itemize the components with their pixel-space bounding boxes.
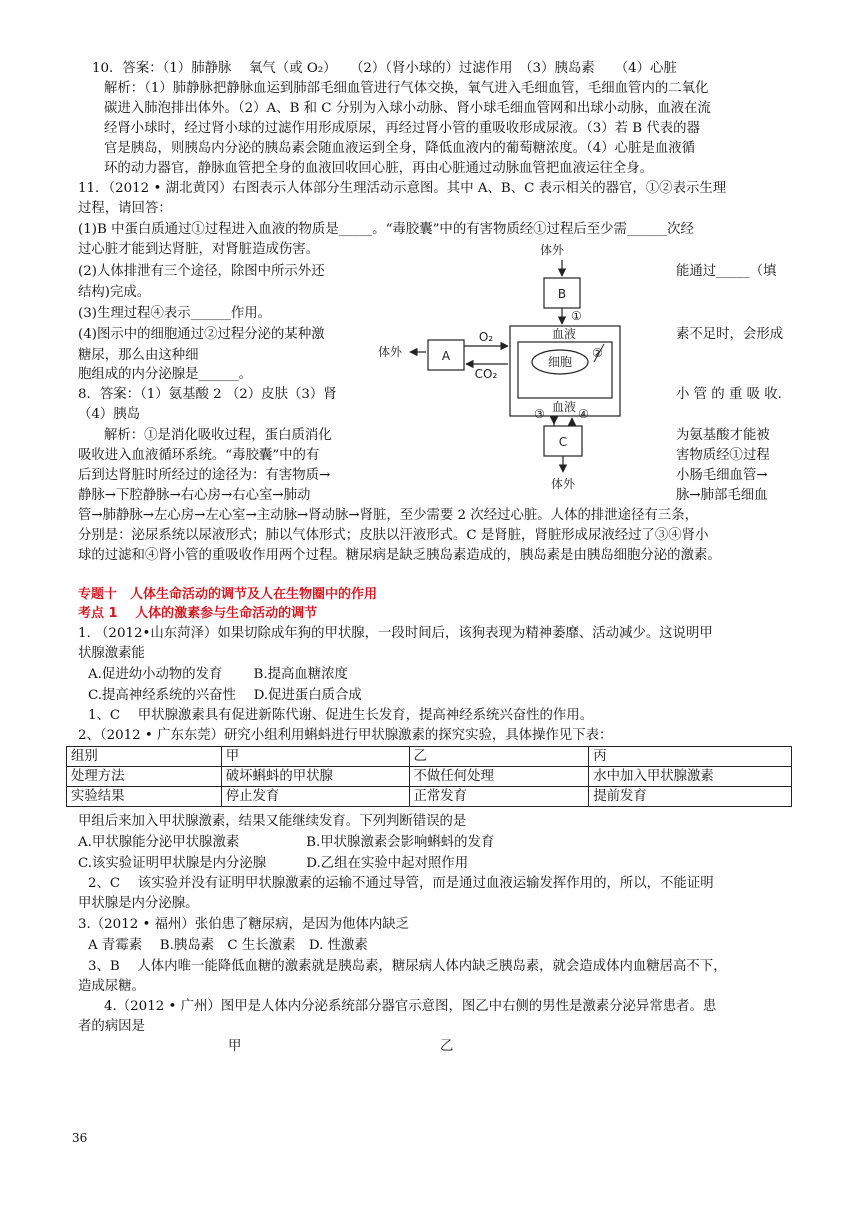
text-line: 8．答案：（1）氨基酸 2 （2）皮肤（3）肾 bbox=[78, 387, 337, 402]
text-line: 吸收进入血液循环系统。“毒胶囊”中的有 bbox=[78, 448, 320, 463]
text-line: (1)B 中蛋白质通过①过程进入血液的物质是_____。“毒胶囊”中的有害物质经①过程后至少需______次经 bbox=[78, 222, 694, 237]
table-cell: 丙 bbox=[589, 747, 792, 767]
text-line: 糖尿，那么由这种细 bbox=[78, 348, 199, 363]
organ-c-label: C bbox=[558, 435, 568, 449]
physiology-diagram bbox=[368, 240, 668, 496]
blood-top-label: 血液 bbox=[551, 327, 577, 341]
text-line: 过心脏才能到达肾脏，对肾脏造成伤害。 bbox=[78, 242, 320, 257]
text-line: 为氨基酸才能被 bbox=[676, 428, 770, 443]
text-line: 管→肺静脉→左心房→左心室→主动脉→肾动脉→肾脏，至少需要 2 次经过心脏。人体的排泄途径有三条， bbox=[78, 508, 698, 523]
text-line: 静脉→下腔静脉→右心房→右心室→肺动 bbox=[78, 488, 311, 503]
text-line: 害物质经①过程 bbox=[676, 448, 770, 463]
process-1-label: ① bbox=[571, 309, 582, 323]
text-line: (3)生理过程④表示______作用。 bbox=[78, 306, 272, 321]
table-cell: 甲 bbox=[221, 747, 409, 767]
table-cell: 不做任何处理 bbox=[409, 767, 589, 787]
outside-bottom-label: 体外 bbox=[550, 477, 576, 491]
outside-top-label: 体外 bbox=[539, 243, 565, 257]
text-line: 造成尿糖。 bbox=[78, 979, 145, 994]
text-line: 1. （2012•山东菏泽）如果切除成年狗的甲状腺，一段时间后，该狗表现为精神萎靡、活动减少。这说明甲 bbox=[78, 626, 713, 641]
text-line: 2、（2012 • 广东东莞）研究小组利用蝌蚪进行甲状腺激素的探究实验，具体操作见下表： bbox=[78, 728, 613, 743]
text-line: 脉→肺部毛细血 bbox=[676, 488, 768, 503]
text-line: 解析：（1）肺静脉把静脉血运到肺部毛细血管进行气体交换，氧气进入毛细血管，毛细血管内的二氧化 bbox=[104, 81, 709, 96]
text-line: 官是胰岛，则胰岛内分泌的胰岛素会随血液运到全身，降低血液内的葡萄糖浓度。（4）心脏是血液循 bbox=[104, 141, 696, 156]
blood-bottom-label: 血液 bbox=[551, 400, 577, 414]
text-line: (4)图示中的细胞通过②过程分泌的某种激 bbox=[78, 327, 325, 342]
text-line: (2)人体排泄有三个途径，除图中所示外还 bbox=[78, 264, 325, 279]
text-line: 2、C 该实验并没有证明甲状腺激素的运输不通过导管，而是通过血液运输发挥作用的，所以，不能证明 bbox=[88, 876, 714, 891]
text-line: 经肾小球时，经过肾小球的过滤作用形成原尿，再经过肾小管的重吸收形成尿液。（3）若 B 代表的器 bbox=[104, 121, 700, 136]
text-line: 分别是：泌尿系统以尿液形式；肺以气体形式；皮肤以汗液形式。C 是肾脏，肾脏形成尿液经过了③④肾小 bbox=[78, 528, 709, 543]
table-cell: 停止发育 bbox=[221, 787, 409, 807]
table-cell: 水中加入甲状腺激素 bbox=[589, 767, 792, 787]
outside-left-label: 体外 bbox=[377, 345, 403, 359]
table-cell: 处理方法 bbox=[67, 767, 222, 787]
page-number: 36 bbox=[72, 1131, 88, 1145]
process-2-label: ② bbox=[592, 346, 603, 360]
text-line: （4）胰岛 bbox=[78, 407, 141, 422]
text-line: 小肠毛细血管→ bbox=[676, 468, 768, 483]
text-line: A.促进幼小动物的发育 B.提高血糖浓度 bbox=[88, 667, 348, 682]
table-row bbox=[67, 767, 792, 787]
text-line: 解析：①是消化吸收过程，蛋白质消化 bbox=[104, 428, 332, 443]
text-line: 小 管 的 重 吸 收. bbox=[676, 387, 782, 402]
text-line: 素不足时，会形成 bbox=[676, 327, 784, 342]
text-line: 甲 bbox=[228, 1039, 242, 1054]
text-line: 胞组成的内分泌腺是______。 bbox=[78, 367, 253, 382]
process-4-label: ④ bbox=[578, 407, 589, 421]
text-line: 甲组后来加入甲状腺激素，结果又能继续发育。下列判断错误的是 bbox=[78, 814, 467, 829]
text-line: C.该实验证明甲状腺是内分泌腺 D.乙组在实验中起对照作用 bbox=[78, 856, 469, 871]
organ-b-label: B bbox=[557, 287, 567, 301]
text-line: 环的动力器官，静脉血管把全身的血液回收回心脏，再由心脏通过动脉血管把血液运往全身。 bbox=[104, 161, 654, 176]
text-line: A.甲状腺能分泌甲状腺激素 B.甲状腺激素会影响蝌蚪的发育 bbox=[78, 835, 495, 850]
text-line: 球的过滤和④肾小管的重吸收作用两个过程。糖尿病是缺乏胰岛素造成的，胰岛素是由胰岛细胞分泌的激素。 bbox=[78, 548, 721, 563]
text-line: 乙 bbox=[440, 1039, 454, 1054]
cell-label: 细胞 bbox=[547, 355, 573, 369]
text-line: 者的病因是 bbox=[78, 1019, 145, 1034]
text-line: 能通过_____（填 bbox=[676, 264, 777, 279]
table-row bbox=[67, 787, 792, 807]
table-row bbox=[67, 747, 792, 767]
table-cell: 正常发育 bbox=[409, 787, 589, 807]
organ-a-label: A bbox=[441, 349, 451, 363]
o2-label: O₂ bbox=[478, 330, 494, 344]
text-line: 甲状腺是内分泌腺。 bbox=[78, 896, 199, 911]
text-line: 3、B 人体内唯一能降低血糖的激素就是胰岛素，糖尿病人体内缺乏胰岛素，就会造成体内血糖居高不下， bbox=[88, 959, 727, 974]
text-line: 状腺激素能 bbox=[78, 646, 145, 661]
section-title: 专题十 人体生命活动的调节及人在生物圈中的作用 bbox=[78, 587, 378, 602]
text-line: 3.（2012 • 福州）张伯患了糖尿病，是因为他体内缺乏 bbox=[78, 917, 410, 932]
table-cell: 提前发育 bbox=[589, 787, 792, 807]
text-line: 4.（2012 • 广州）图甲是人体内分泌系统部分器官示意图，图乙中右侧的男性是激素分泌异常患者。患 bbox=[104, 999, 717, 1014]
process-3-label: ③ bbox=[534, 407, 545, 421]
text-line: 过程，请回答： bbox=[78, 201, 172, 216]
experiment-table bbox=[66, 746, 792, 807]
text-line: 11．（2012 • 湖北黄冈）右图表示人体部分生理活动示意图。其中 A、B、C 表示相关的器官，①②表示生理 bbox=[78, 181, 727, 196]
co2-label: CO₂ bbox=[474, 367, 498, 381]
text-line: 后到达肾脏时所经过的途径为：有害物质→ bbox=[78, 468, 331, 483]
table-cell: 破坏蝌蚪的甲状腺 bbox=[221, 767, 409, 787]
text-line: 碳进入肺泡排出体外。（2）A、B 和 C 分别为入球小动脉、肾小球毛细血管网和出球小动脉，血液在流 bbox=[104, 101, 711, 116]
text-line: 结构)完成。 bbox=[78, 285, 151, 300]
text-line: 1、C 甲状腺激素具有促进新陈代谢、促进生长发育，提高神经系统兴奋性的作用。 bbox=[88, 708, 594, 723]
topic-title: 考点 1 人体的激素参与生命活动的调节 bbox=[78, 606, 318, 621]
table-cell: 实验结果 bbox=[67, 787, 222, 807]
text-line: A 青霉素 B.胰岛素 C 生长激素 D. 性激素 bbox=[88, 938, 368, 953]
text-line: 10．答案：（1）肺静脉 氧气（或 O₂） （2）（肾小球的）过滤作用 （3）胰岛素 （4）心脏 bbox=[92, 61, 677, 76]
table-cell: 乙 bbox=[409, 747, 589, 767]
text-line: C.提高神经系统的兴奋性 D.促进蛋白质合成 bbox=[88, 688, 362, 703]
table-cell: 组别 bbox=[67, 747, 222, 767]
